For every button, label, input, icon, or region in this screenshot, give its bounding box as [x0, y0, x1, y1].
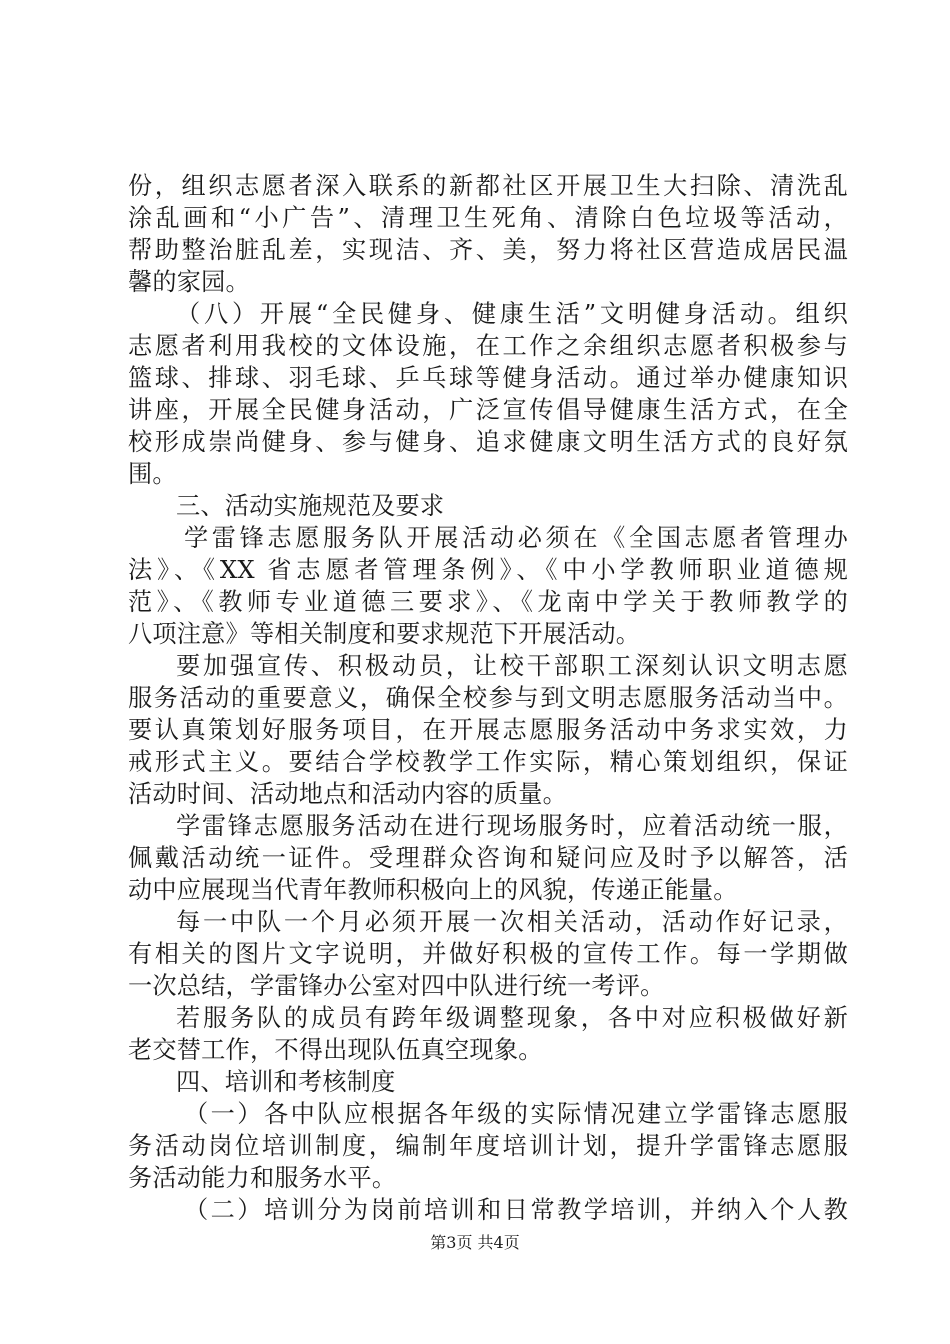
text-line: 戒形式主义。要结合学校教学工作实际，精心策划组织，保证 — [128, 748, 848, 776]
text-line: （八）开展“全民健身、健康生活”文明健身活动。组织 — [176, 300, 848, 328]
document-body — [128, 170, 848, 1226]
text-line: 帮助整治脏乱差，实现洁、齐、美，努力将社区营造成居民温 — [128, 236, 848, 264]
text-line: 有相关的图片文字说明，并做好积极的宣传工作。每一学期做 — [128, 940, 848, 968]
text-line: 老交替工作，不得出现队伍真空现象。 — [128, 1036, 543, 1064]
text-line: 三、活动实施规范及要求 — [176, 492, 445, 520]
text-line: 活动时间、活动地点和活动内容的质量。 — [128, 780, 567, 808]
text-line: 务活动岗位培训制度，编制年度培训计划，提升学雷锋志愿服 — [128, 1132, 848, 1160]
text-line: 每一中队一个月必须开展一次相关活动，活动作好记录， — [176, 908, 848, 936]
text-line: 学雷锋志愿服务队开展活动必须在《全国志愿者管理办 — [184, 524, 848, 552]
text-line: 务活动能力和服务水平。 — [128, 1164, 397, 1192]
text-line: 围。 — [128, 460, 177, 488]
text-line: 服务活动的重要意义，确保全校参与到文明志愿服务活动当中。 — [128, 684, 848, 712]
text-line: 校形成崇尚健身、参与健身、追求健康文明生活方式的良好氛 — [128, 428, 848, 456]
text-line: 志愿者利用我校的文体设施，在工作之余组织志愿者积极参与 — [128, 332, 848, 360]
text-line: 若服务队的成员有跨年级调整现象，各中对应积极做好新 — [176, 1004, 848, 1032]
text-line: 法》、《XX 省志愿者管理条例》、《中小学教师职业道德规 — [128, 556, 848, 584]
text-line: （一）各中队应根据各年级的实际情况建立学雷锋志愿服 — [184, 1100, 848, 1128]
text-line: 讲座，开展全民健身活动，广泛宣传倡导健康生活方式，在全 — [128, 396, 848, 424]
text-line: 四、培训和考核制度 — [176, 1068, 396, 1096]
text-line: 篮球、排球、羽毛球、乒乓球等健身活动。通过举办健康知识 — [128, 364, 848, 392]
text-line: 馨的家园。 — [128, 268, 250, 296]
text-line: 八项注意》等相关制度和要求规范下开展活动。 — [128, 620, 641, 648]
page-footer: 第3页 共4页 — [430, 1233, 520, 1252]
text-line: 佩戴活动统一证件。受理群众咨询和疑问应及时予以解答，活 — [128, 844, 848, 872]
text-line: 份，组织志愿者深入联系的新都社区开展卫生大扫除、清洗乱 — [128, 172, 848, 200]
text-line: （二）培训分为岗前培训和日常教学培训，并纳入个人教 — [184, 1196, 848, 1224]
text-line: 范》、《教师专业道德三要求》、《龙南中学关于教师教学的 — [128, 588, 848, 616]
text-line: 动中应展现当代青年教师积极向上的风貌，传递正能量。 — [128, 876, 738, 904]
text-line: 要认真策划好服务项目，在开展志愿服务活动中务求实效，力 — [128, 716, 848, 744]
text-line: 涂乱画和“小广告”、清理卫生死角、清除白色垃圾等活动， — [128, 204, 848, 232]
text-line: 学雷锋志愿服务活动在进行现场服务时，应着活动统一服， — [176, 812, 848, 840]
text-line: 要加强宣传、积极动员，让校干部职工深刻认识文明志愿 — [176, 652, 848, 680]
text-line: 一次总结，学雷锋办公室对四中队进行统一考评。 — [128, 972, 665, 1000]
